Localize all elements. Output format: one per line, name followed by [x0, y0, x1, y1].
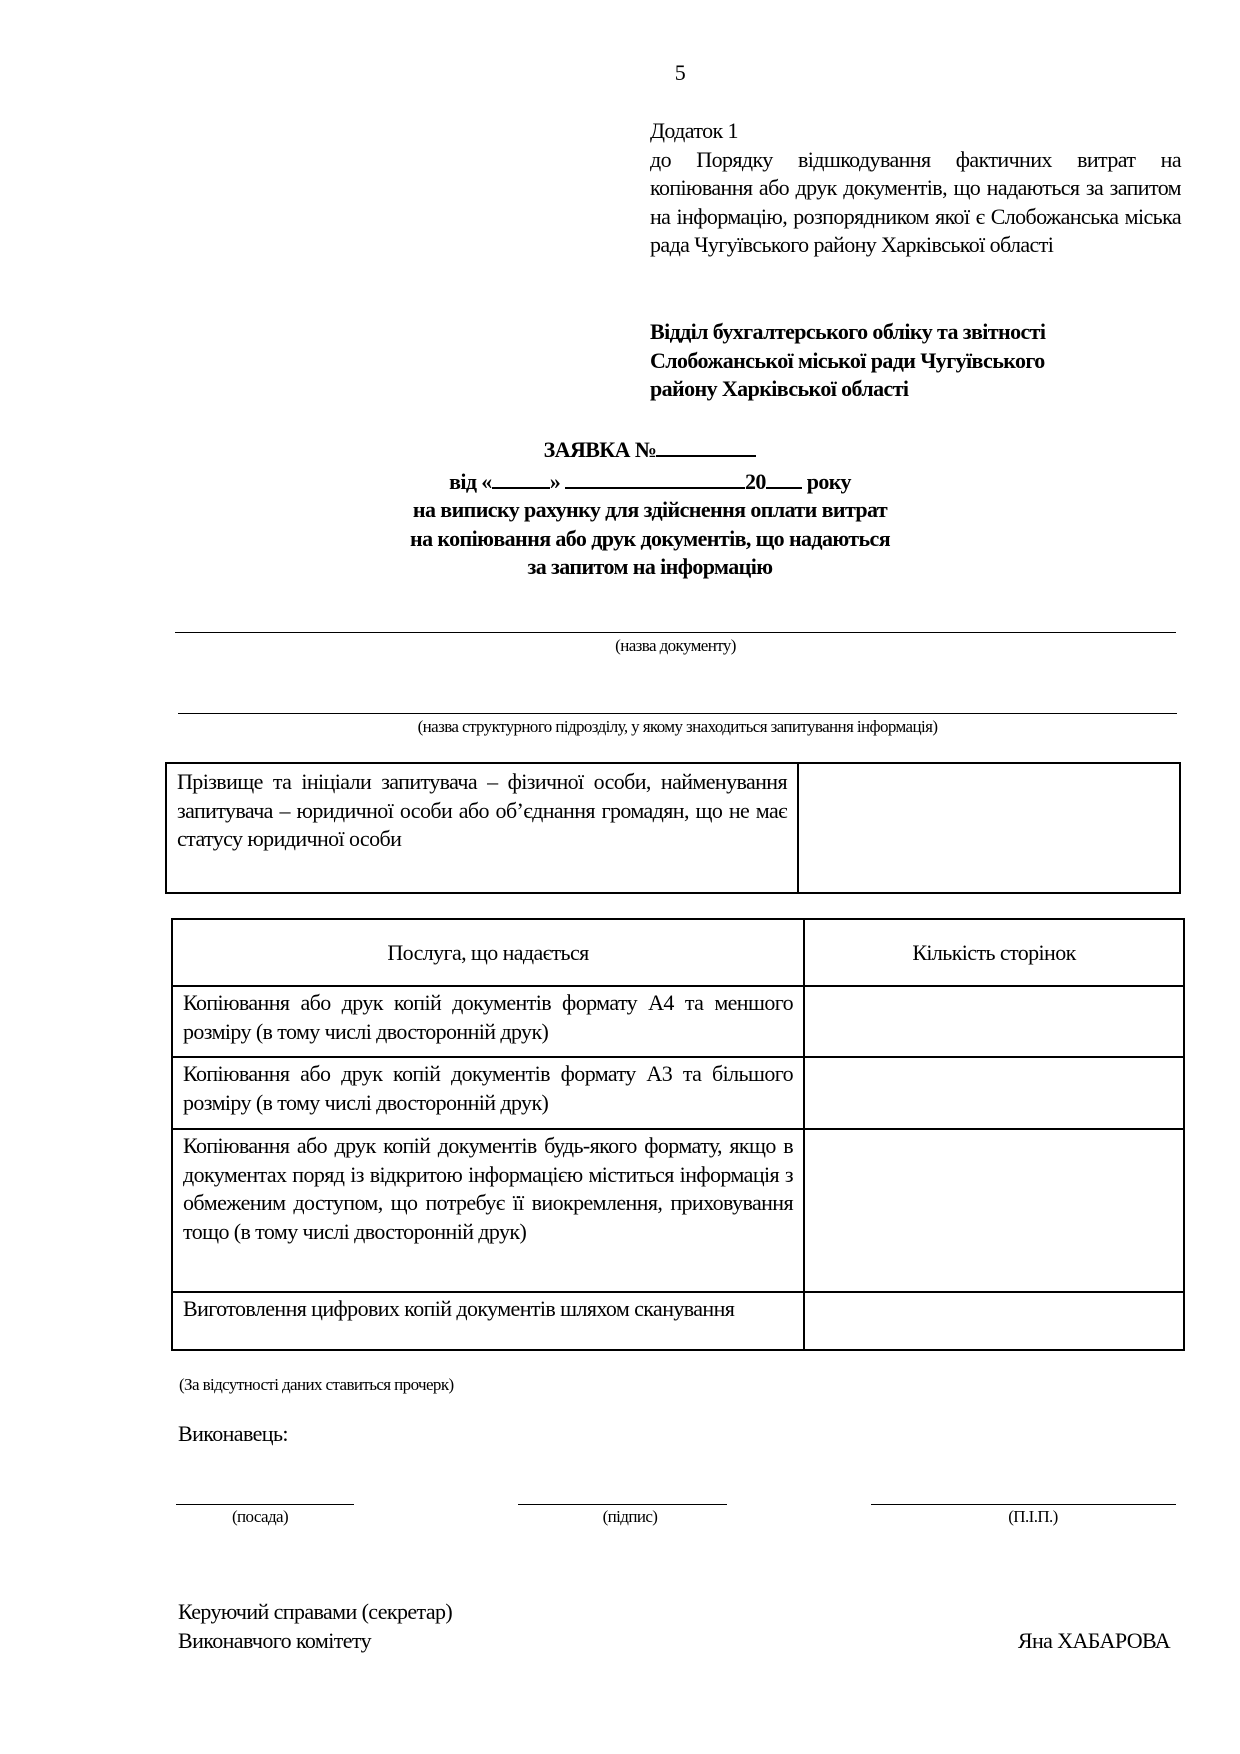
- table-row: [172, 1292, 1184, 1350]
- service-cell: Копіювання або друк копій документів формату А4 та меншого розміру (в тому числі двосторонній друк): [172, 986, 804, 1057]
- pages-cell[interactable]: [804, 1129, 1184, 1292]
- requester-label: Прізвище та ініціали запитувача – фізичної особи, найменування запитувача – юридичної особи або об’єднання громадян, що не має статусу юридичної особи: [166, 763, 798, 893]
- heading-line: за запитом на інформацію: [527, 554, 773, 580]
- signature-caption: (підпис): [602, 1507, 658, 1526]
- position-line[interactable]: [176, 1504, 354, 1505]
- addressee-block: [650, 318, 1210, 404]
- appendix-text: до Порядку відшкодування фактичних витрат на копіювання або друк документів, що надаються за запитом на інформацію, розпорядником якої є Слобожанська міська рада Чугуївського району Харківської області: [650, 146, 1181, 258]
- year-blank[interactable]: [766, 465, 802, 489]
- footer-position: [178, 1598, 452, 1655]
- appendix-block: [650, 117, 1181, 260]
- heading-line: на виписку рахунку для здійснення оплати витрат: [412, 497, 888, 523]
- department-line[interactable]: [178, 713, 1177, 714]
- pages-cell[interactable]: [804, 1292, 1184, 1350]
- table-row: [172, 986, 1184, 1057]
- document-caption: (назва документу): [615, 636, 736, 655]
- note: (За відсутності даних ставиться прочерк): [179, 1375, 454, 1394]
- request-number-blank[interactable]: [656, 433, 756, 457]
- day-blank[interactable]: [492, 465, 550, 489]
- footer-name: Яна ХАБАРОВА: [1017, 1628, 1170, 1653]
- addressee-line: Відділ бухгалтерського обліку та звітності: [650, 319, 1046, 344]
- page-number: 5: [674, 60, 686, 85]
- table-row: [172, 1057, 1184, 1129]
- name-caption: (П.І.П.): [1008, 1507, 1058, 1526]
- month-blank[interactable]: [565, 465, 745, 489]
- table-row: [172, 1129, 1184, 1292]
- header-service: Послуга, що надається: [172, 919, 804, 986]
- requester-table: [165, 762, 1181, 894]
- footer-position-line: Виконавчого комітету: [178, 1627, 372, 1653]
- services-table: [171, 918, 1185, 1351]
- service-cell: Копіювання або друк копій документів формату А3 та більшого розміру (в тому числі двосторонній друк): [172, 1057, 804, 1129]
- header-pages: Кількість сторінок: [804, 919, 1184, 986]
- request-title: ЗАЯВКА №: [543, 437, 657, 462]
- name-line[interactable]: [871, 1504, 1176, 1505]
- service-cell: Виготовлення цифрових копій документів шляхом сканування: [172, 1292, 804, 1350]
- position-caption: (посада): [231, 1507, 289, 1526]
- addressee-line: Слобожанської міської ради Чугуївського: [650, 347, 1045, 373]
- service-cell: Копіювання або друк копій документів будь-якого формату, якщо в документах поряд із відкритою інформацією міститься інформація з обмеженим доступом, що потребує її виокремлення, приховування тощо (в тому числі двосторонній друк): [172, 1129, 804, 1292]
- heading-line: на копіювання або друк документів, що надаються: [410, 525, 890, 551]
- pages-cell[interactable]: [804, 986, 1184, 1057]
- appendix-title: Додаток 1: [650, 118, 738, 143]
- signature-line[interactable]: [518, 1504, 727, 1505]
- footer-position-line: Керуючий справами (секретар): [178, 1599, 453, 1624]
- request-heading: [300, 433, 1000, 582]
- requester-value[interactable]: [798, 763, 1180, 893]
- executor-label: Виконавець:: [178, 1421, 288, 1446]
- year-prefix: 20: [745, 468, 766, 494]
- date-prefix: від «: [449, 468, 492, 494]
- date-mid: »: [549, 468, 561, 494]
- year-suffix: року: [806, 468, 851, 494]
- department-caption: (назва структурного підрозділу, у якому знаходиться запитування інформація): [417, 717, 938, 736]
- document-name-line[interactable]: [175, 632, 1176, 633]
- addressee-line: району Харківської області: [650, 376, 909, 402]
- pages-cell[interactable]: [804, 1057, 1184, 1129]
